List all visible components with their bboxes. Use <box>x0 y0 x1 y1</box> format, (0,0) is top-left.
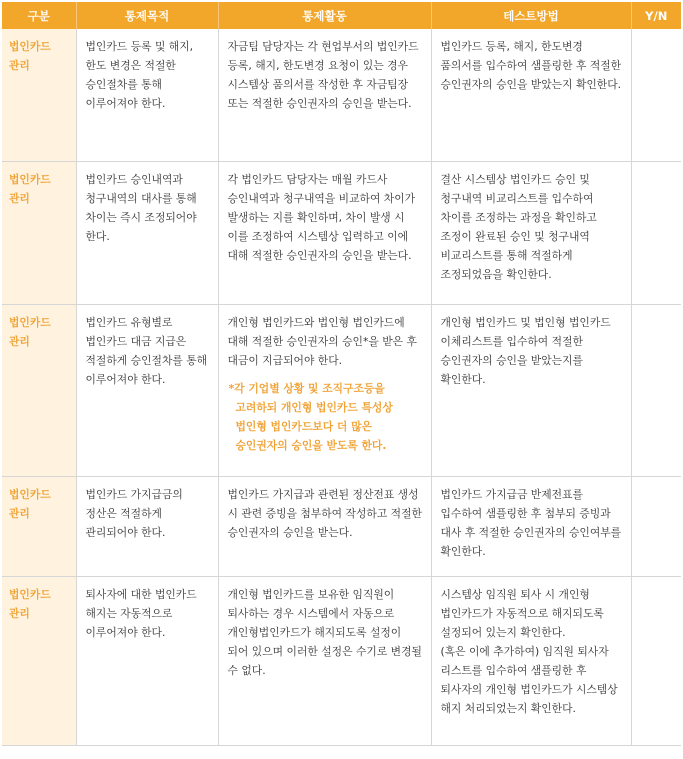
table-row <box>2 162 681 305</box>
category-cell: 법인카드 관리 <box>2 577 76 746</box>
objective-cell: 퇴사자에 대한 법인카드 해지는 자동적으로 이루어져야 한다. <box>76 577 218 746</box>
yn-cell[interactable] <box>631 305 681 477</box>
objective-cell: 법인카드 승인내역과 청구내역의 대사를 통해 차이는 즉시 조정되어야 한다. <box>76 162 218 305</box>
test-cell: 결산 시스템상 법인카드 승인 및 청구내역 비교리스트를 입수하여 차이를 조정하는 과정을 확인하고 조정이 완료된 승인 및 청구내역 비교리스트를 통해 적절하게 조정되었음을 확인한다. <box>431 162 631 305</box>
activity-cell: 각 법인카드 담당자는 매월 카드사 승인내역과 청구내역을 비교하여 차이가 발생하는 지를 확인하며, 차이 발생 시 이를 조정하여 시스템상 입력하고 이에 대해 적절한 승인권자의 승인을 받는다. <box>218 162 431 305</box>
yn-cell[interactable] <box>631 29 681 162</box>
category-cell: 법인카드 관리 <box>2 305 76 477</box>
activity-cell: 자금팀 담당자는 각 현업부서의 법인카드 등록, 해지, 한도변경 요청이 있는 경우 시스템상 품의서를 작성한 후 자금팀장 또는 적절한 승인권자의 승인을 받는다. <box>218 29 431 162</box>
test-extra-text: (혹은 이에 추가하여) 임직원 퇴사자 리스트를 입수하여 샘플링한 후 퇴사자의 개인형 법인카드가 시스템상 해지 처리되었는지 확인한다. <box>440 645 618 715</box>
table-row <box>2 477 681 577</box>
activity-cell <box>218 305 431 477</box>
category-cell: 법인카드 관리 <box>2 162 76 305</box>
category-cell: 법인카드 관리 <box>2 477 76 577</box>
header-row <box>2 2 681 29</box>
table-row <box>2 577 681 746</box>
header-activity: 통제활동 <box>218 2 431 29</box>
activity-cell: 법인카드 가지급과 관련된 정산전표 생성 시 관련 증빙을 첨부하여 작성하고 적절한 승인권자의 승인을 받는다. <box>218 477 431 577</box>
activity-note: *각 기업별 상황 및 조직구조등을 고려하되 개인형 법인카드 특성상 법인형 법인카드보다 더 많은 승인권자의 승인을 받도록 한다. <box>228 382 393 452</box>
objective-cell: 법인카드 가지급금의 정산은 적절하게 관리되어야 한다. <box>76 477 218 577</box>
objective-cell: 법인카드 등록 및 해지, 한도 변경은 적절한 승인절차를 통해 이루어져야 한다. <box>76 29 218 162</box>
activity-cell: 개인형 법인카드를 보유한 임직원이 퇴사하는 경우 시스템에서 자동으로 개인형법인카드가 해지되도록 설정이 되어 있으며 이러한 설정은 수기로 변경될 수 없다. <box>218 577 431 746</box>
category-cell: 법인카드 관리 <box>2 29 76 162</box>
test-text: 시스템상 임직원 퇴사 시 개인형 법인카드가 자동적으로 해지되도록 설정되어 있는지 확인한다. <box>440 588 604 639</box>
test-cell <box>431 577 631 746</box>
yn-cell[interactable] <box>631 577 681 746</box>
table-row <box>2 29 681 162</box>
test-cell: 법인카드 등록, 해지, 한도변경 품의서를 입수하여 샘플링한 후 적절한 승인권자의 승인을 받았는지 확인한다. <box>431 29 631 162</box>
header-test: 테스트방법 <box>431 2 631 29</box>
header-category: 구분 <box>2 2 76 29</box>
header-objective: 통제목적 <box>76 2 218 29</box>
header-yn: Y/N <box>631 2 681 29</box>
test-cell: 법인카드 가지급금 반제전표를 입수하여 샘플링한 후 첨부되 증빙과 대사 후 적절한 승인권자의 승인여부를 확인한다. <box>431 477 631 577</box>
control-table <box>2 2 681 746</box>
activity-text: 개인형 법인카드와 법인형 법인카드에 대해 적절한 승인권자의 승인*을 받은 후 대금이 지급되어야 한다. <box>227 316 417 367</box>
test-cell: 개인형 법인카드 및 법인형 법인카드 이체리스트를 입수하여 적절한 승인권자의 승인을 받았는지를 확인한다. <box>431 305 631 477</box>
table-row <box>2 305 681 477</box>
yn-cell[interactable] <box>631 162 681 305</box>
yn-cell[interactable] <box>631 477 681 577</box>
objective-cell: 법인카드 유형별로 법인카드 대금 지급은 적절하게 승인절차를 통해 이루어져야 한다. <box>76 305 218 477</box>
